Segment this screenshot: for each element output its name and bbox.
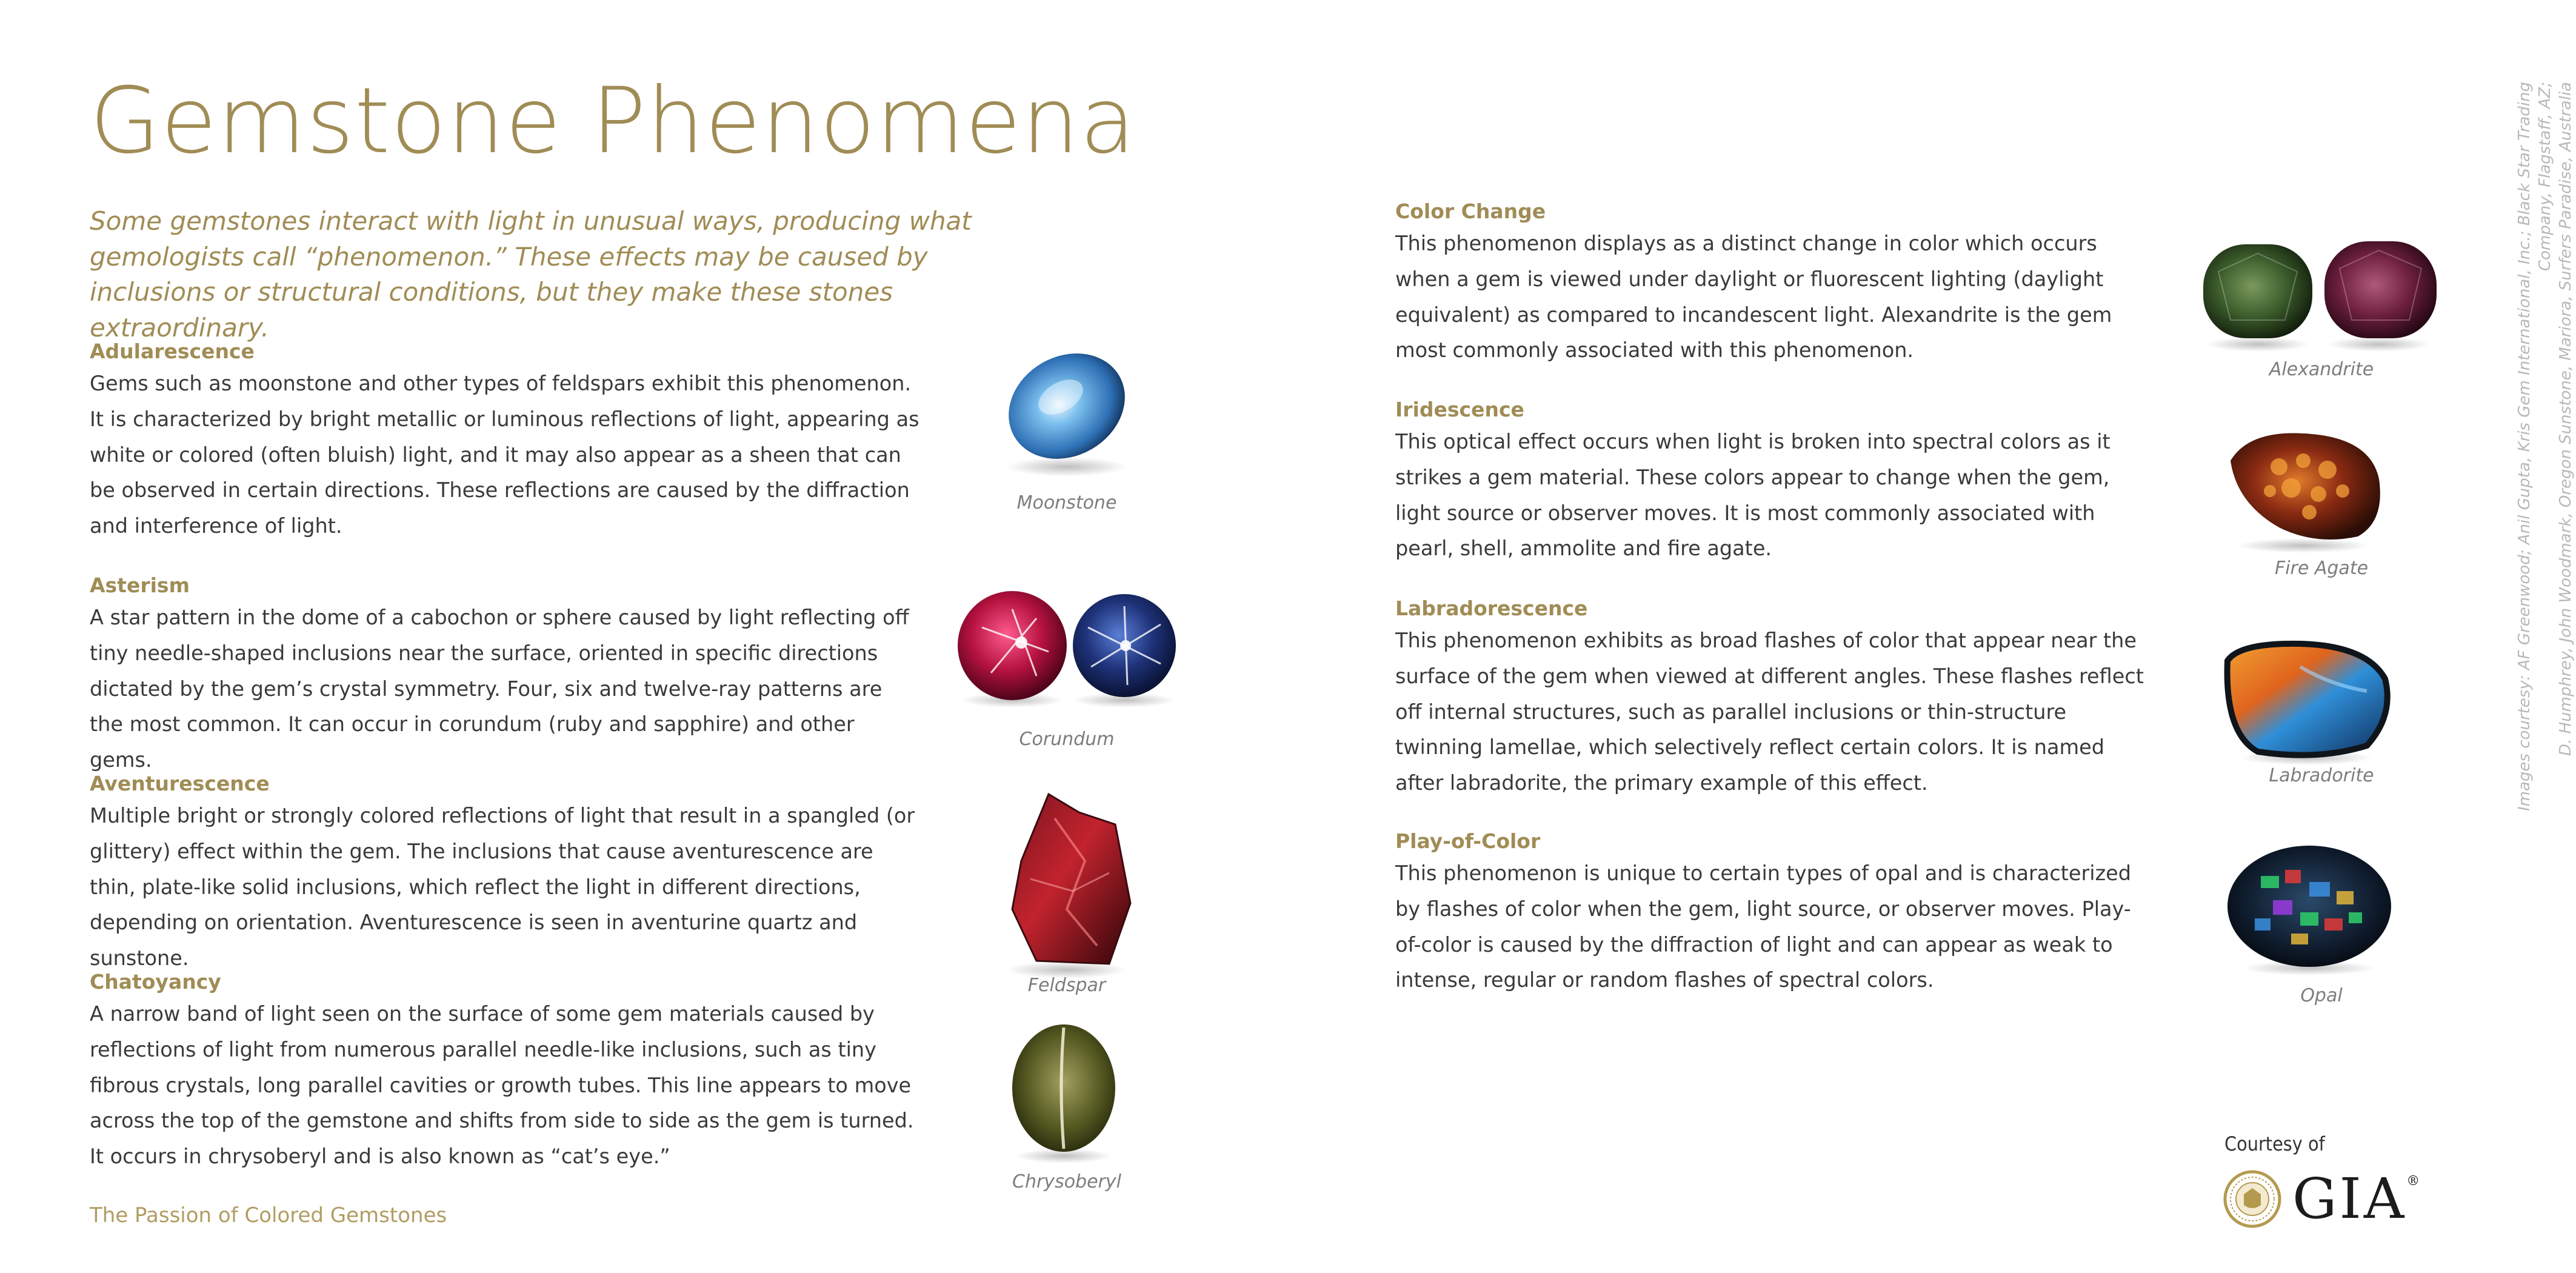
labradorite-image <box>2215 630 2397 770</box>
section-iridescence <box>1395 395 2153 567</box>
section-heading: Play-of-Color <box>1395 829 1541 853</box>
section-heading: Color Change <box>1395 199 1546 223</box>
section-heading: Labradorescence <box>1395 596 1588 620</box>
caption-moonstone: Moonstone <box>1016 492 1117 513</box>
section-text: Gems such as moonstone and other types of feldspars exhibit this phenomenon. It is characterized by bright metallic or luminous reflections of light, appearing as white or colored (often bluish) light, and it may also appear as a sheen that can be observed in certain directions. These reflections are caused by the diffraction and interference of light. <box>90 372 919 538</box>
section-text: A narrow band of light seen on the surface of some gem materials caused by reflections of light from numerous parallel needle-like inclusions, such as tiny fibrous crystals, long parallel cavities or growth tubes. This line appears to move across the top of the gemstone and shifts from side to side as the gem is turned. It occurs in chrysoberyl and is also known as “cat’s eye.” <box>90 1002 914 1169</box>
credit-line-2: D. Humphrey, John Woodmark, Oregon Sunstone, Mariora, Surfers Paradise, Australia <box>2557 82 2575 756</box>
section-adularescence <box>90 337 920 544</box>
gia-seal-icon <box>2223 1170 2281 1228</box>
section-text: This phenomenon is unique to certain types of opal and is characterized by flashes of color when the gem, light source, or observer moves. Play-of-color is caused by the diffraction of light and can appear as weak to intense, regular or random flashes of spectral colors. <box>1395 861 2132 992</box>
section-heading: Asterism <box>90 573 190 597</box>
caption-opal: Opal <box>2300 985 2343 1006</box>
section-text: This phenomenon exhibits as broad flashes of color that appear near the surface of the gem when viewed at different angles. These flashes reflect off internal structures, such as parallel inclusions or thin-structure twinning lamellae, which selectively reflect certain colors. It is named after labradorite, the primary example of this effect. <box>1395 629 2144 795</box>
chrysoberyl-image <box>1003 1021 1124 1167</box>
page-title: Gemstone Phenomena <box>90 68 1136 174</box>
section-text: Multiple bright or strongly colored reflections of light that result in a spangled (or glittery) effect within the gem. The inclusions that cause aventurescence are thin, plate-like solid inclusions, which reflect the light in different directions, depending on orientation. Aventurescence is seen in aventurine quartz and sunstone. <box>90 804 915 971</box>
fire-agate-image <box>2212 424 2394 558</box>
corundum-image <box>946 585 1188 712</box>
gia-wordmark: GIA® <box>2292 1166 2423 1231</box>
caption-labradorite: Labradorite <box>2269 765 2374 786</box>
caption-feldspar: Feldspar <box>1027 975 1106 996</box>
section-text: This optical effect occurs when light is broken into spectral colors as it strikes a gem material. These colors appear to change when the gem, light source or observer moves. It is most commonly associated with pearl, shell, ammolite and fire agate. <box>1395 430 2111 561</box>
moonstone-image <box>988 336 1146 482</box>
caption-corundum: Corundum <box>1019 729 1115 750</box>
intro-paragraph: Some gemstones interact with light in unusual ways, producing what gemologists call “phenomenon.” These effects may be caused by inclusions or structural conditions, but they make these stones extraordinary. <box>90 206 972 343</box>
section-chatoyancy <box>90 967 920 1175</box>
caption-alexandrite: Alexandrite <box>2269 359 2374 380</box>
section-heading: Adularescence <box>90 339 255 363</box>
section-aventurescence <box>90 769 920 977</box>
caption-chrysoberyl: Chrysoberyl <box>1012 1171 1121 1192</box>
section-heading: Iridescence <box>1395 398 1524 421</box>
courtesy-label: Courtesy of <box>2224 1132 2325 1155</box>
credit-line-1: Images courtesy: AF Greenwood; Anil Gupta, Kris Gem International, Inc.; Black Star Trading Company, Flagstaff, AZ; <box>2515 82 2554 811</box>
section-text: A star pattern in the dome of a cabochon or sphere caused by light reflecting off tiny needle-shaped inclusions near the surface, oriented in specific directions dictated by the gem’s crystal symmetry. Four, six and twelve-ray patterns are the most common. It can occur in corundum (ruby and sapphire) and other gems. <box>90 606 909 772</box>
caption-fire-agate: Fire Agate <box>2274 558 2369 579</box>
section-heading: Chatoyancy <box>90 970 221 994</box>
feldspar-image <box>994 788 1146 982</box>
gia-logo <box>2223 1166 2423 1231</box>
section-labradorescence <box>1395 594 2153 801</box>
footer-text: The Passion of Colored Gemstones <box>90 1203 447 1228</box>
section-color-change <box>1395 197 2153 369</box>
section-text: This phenomenon displays as a distinct change in color which occurs when a gem is viewed under daylight or fluorescent lighting (daylight equivalent) as compared to incandescent light. Alexandrite is the gem most commonly associated with this phenomenon. <box>1395 232 2112 363</box>
alexandrite-image <box>2194 235 2449 356</box>
section-play-of-color <box>1395 827 2153 998</box>
opal-image <box>2218 840 2400 979</box>
image-credits <box>2514 82 2576 870</box>
section-asterism <box>90 571 920 778</box>
section-heading: Aventurescence <box>90 772 270 795</box>
